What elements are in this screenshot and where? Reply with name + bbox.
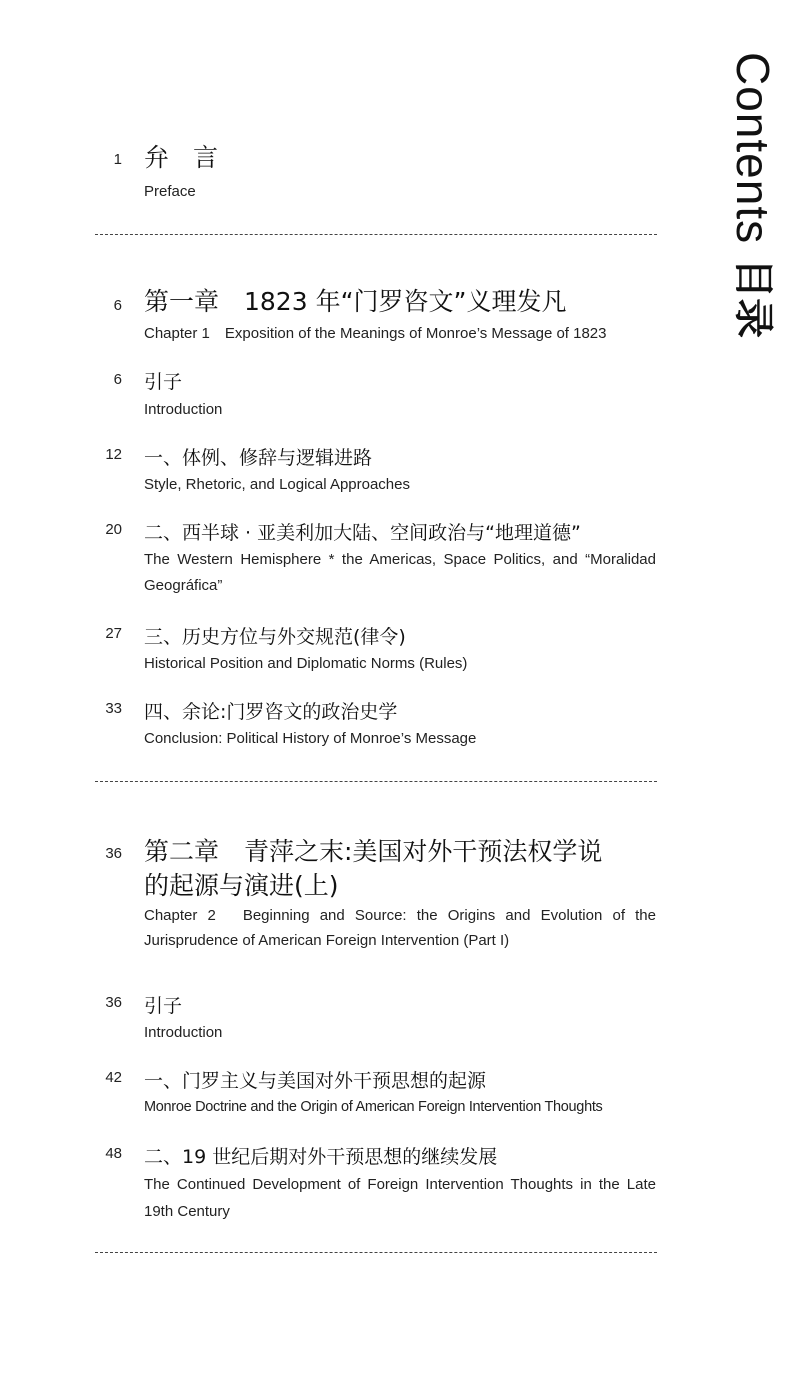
section-divider xyxy=(95,234,657,235)
chapter-title-line-1: 第二章 青萍之末:美国对外干预法权学说 xyxy=(144,837,603,866)
chinese-title: 二、西半球 · 亚美利加大陆、空间政治与“地理道德” xyxy=(144,522,581,544)
page-number: 12 xyxy=(105,446,122,463)
page-number: 42 xyxy=(105,1069,122,1086)
english-title: Preface xyxy=(144,183,196,200)
chapter-title-line-2: 的起源与演进(上) xyxy=(144,871,339,900)
english-title: Style, Rhetoric, and Logical Approaches xyxy=(144,476,410,493)
english-title: Chapter 2 Beginning and Source: the Origins and Evolution of the Jurisprudence of American Foreign Intervention (Part I) xyxy=(144,907,656,949)
page-number: 27 xyxy=(105,625,122,642)
page-number: 6 xyxy=(113,297,122,314)
chinese-title: 引子 xyxy=(144,371,183,393)
english-title: Conclusion: Political History of Monroe’s Message xyxy=(144,730,477,747)
page-number: 48 xyxy=(105,1145,122,1162)
english-title: Chapter 1 Exposition of the Meanings of Monroe’s Message of 1823 xyxy=(144,325,607,342)
english-title: Introduction xyxy=(144,401,223,418)
chinese-title: 弁 言 xyxy=(144,143,226,172)
english-title: Monroe Doctrine and the Origin of American Foreign Intervention Thoughts xyxy=(144,1099,603,1115)
english-title: The Continued Development of Foreign Intervention Thoughts in the Late 19th Century xyxy=(144,1176,656,1220)
chinese-title: 引子 xyxy=(144,995,183,1017)
english-title: Introduction xyxy=(144,1024,223,1041)
contents-heading-english: Contents xyxy=(727,52,779,245)
chinese-title: 四、余论:门罗咨文的政治史学 xyxy=(144,701,398,723)
english-title: Historical Position and Diplomatic Norms (Rules) xyxy=(144,655,468,672)
chapter-title: 第一章 1823 年“门罗咨文”义理发凡 xyxy=(144,287,567,316)
page-number: 20 xyxy=(105,521,122,538)
section-divider xyxy=(95,1252,657,1253)
chinese-title: 三、历史方位与外交规范(律令) xyxy=(144,626,406,648)
page-number: 1 xyxy=(113,151,122,168)
contents-side-heading xyxy=(728,52,778,352)
page-number: 36 xyxy=(105,994,122,1011)
contents-heading-chinese: 目录 xyxy=(730,258,776,339)
chinese-title: 二、19 世纪后期对外干预思想的继续发展 xyxy=(144,1146,498,1168)
page-number: 6 xyxy=(113,371,122,388)
chinese-title: 一、门罗主义与美国对外干预思想的起源 xyxy=(144,1070,487,1092)
page-number: 33 xyxy=(105,700,122,717)
english-title: The Western Hemisphere * the Americas, Space Politics, and “Moralidad Geográfica” xyxy=(144,551,656,594)
section-divider xyxy=(95,781,657,782)
page-number: 36 xyxy=(105,845,122,862)
chinese-title: 一、体例、修辞与逻辑进路 xyxy=(144,447,373,469)
